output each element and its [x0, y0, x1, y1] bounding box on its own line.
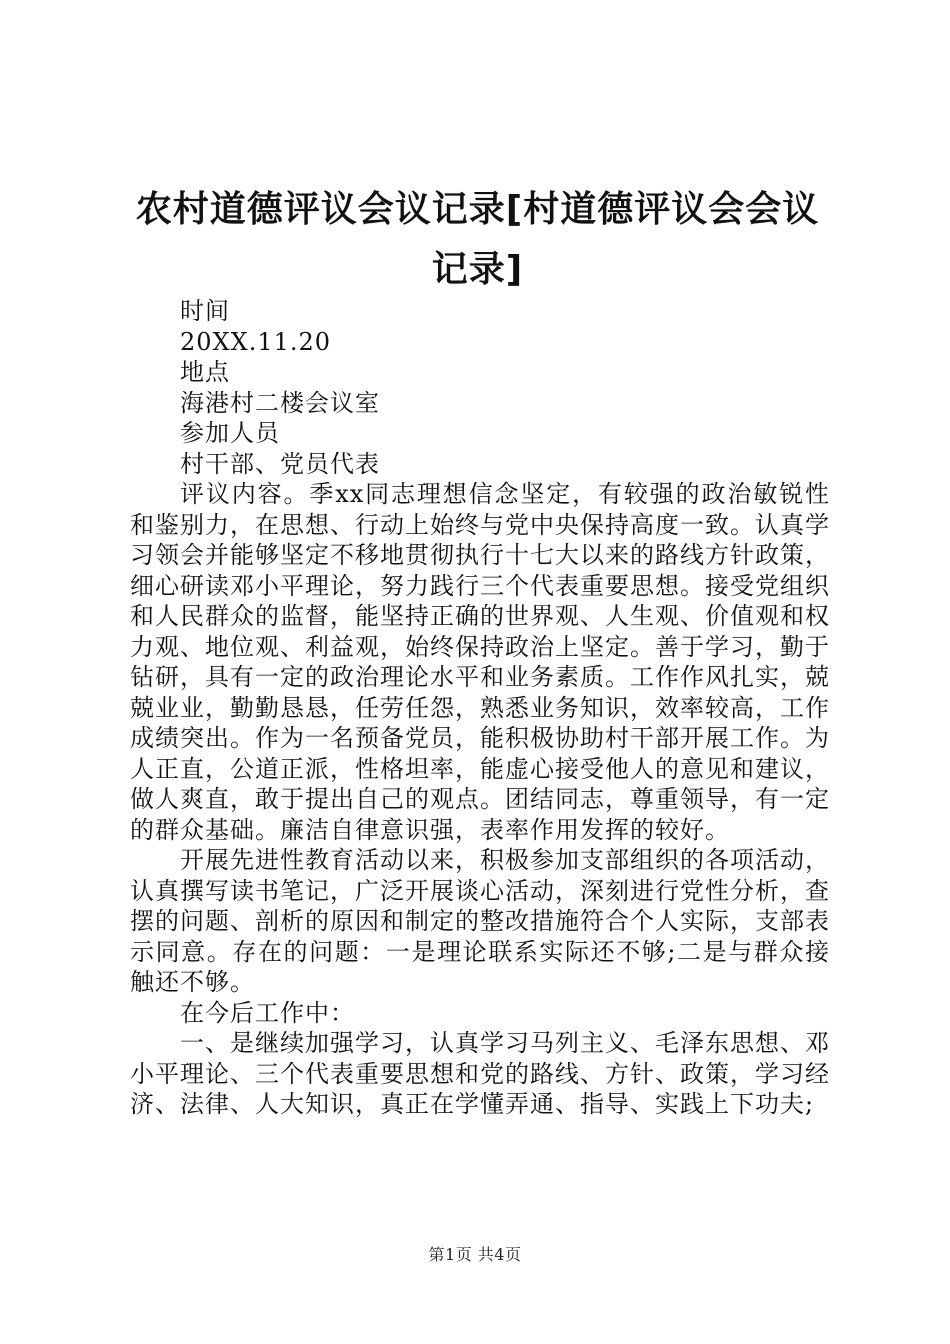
meta-value-place: 海港村二楼会议室	[180, 388, 380, 417]
meta-value-time: 20XX.11.20	[180, 327, 332, 356]
meta-label-attendees: 参加人员	[180, 419, 280, 447]
meta-value-attendees: 村干部、党员代表	[180, 449, 380, 478]
paragraph-future-intro: 在今后工作中：	[180, 998, 355, 1027]
document-body	[130, 296, 830, 1120]
paragraph-activities: 开展先进性教育活动以来，积极参加支部组织的各项活动，认真撰写读书笔记，广泛开展谈心活动，深刻进行党性分析，查摆的问题、剖析的原因和制定的整改措施符合个人实际，支部表示同意。存在的问题：一是理论联系实际还不够;二是与群众接触还不够。	[130, 846, 830, 996]
meta-label-time: 时间	[180, 297, 230, 325]
paragraph-evaluation: 评议内容。季xx同志理想信念坚定，有较强的政治敏锐性和鉴别力，在思想、行动上始终与党中央保持高度一致。认真学习领会并能够坚定不移地贯彻执行十七大以来的路线方针政策，细心研读邓小平理论，努力践行三个代表重要思想。接受党组织和人民群众的监督，能坚持正确的世界观、人生观、价值观和权力观、地位观、利益观，始终保持政治上坚定。善于学习，勤于钻研，具有一定的政治理论水平和业务素质。工作作风扎实，兢兢业业，勤勤恳恳，任劳任怨，熟悉业务知识，效率较高，工作成绩突出。作为一名预备党员，能积极协助村干部开展工作。为人正直，公道正派，性格坦率，能虚心接受他人的意见和建议，做人爽直，敢于提出自己的观点。团结同志，尊重领导，有一定的群众基础。廉洁自律意识强，表率作用发挥的较好。	[130, 480, 830, 844]
meta-label-place: 地点	[180, 358, 230, 386]
paragraph-item-one: 一、是继续加强学习，认真学习马列主义、毛泽东思想、邓小平理论、三个代表重要思想和党的路线、方针、政策，学习经济、法律、人大知识，真正在学懂弄通、指导、实践上下功夫;	[130, 1029, 830, 1118]
document-title: 农村道德评议会议记录[村道德评议会会议记录]	[135, 189, 820, 290]
page-footer: 第1页 共4页	[428, 1245, 522, 1264]
